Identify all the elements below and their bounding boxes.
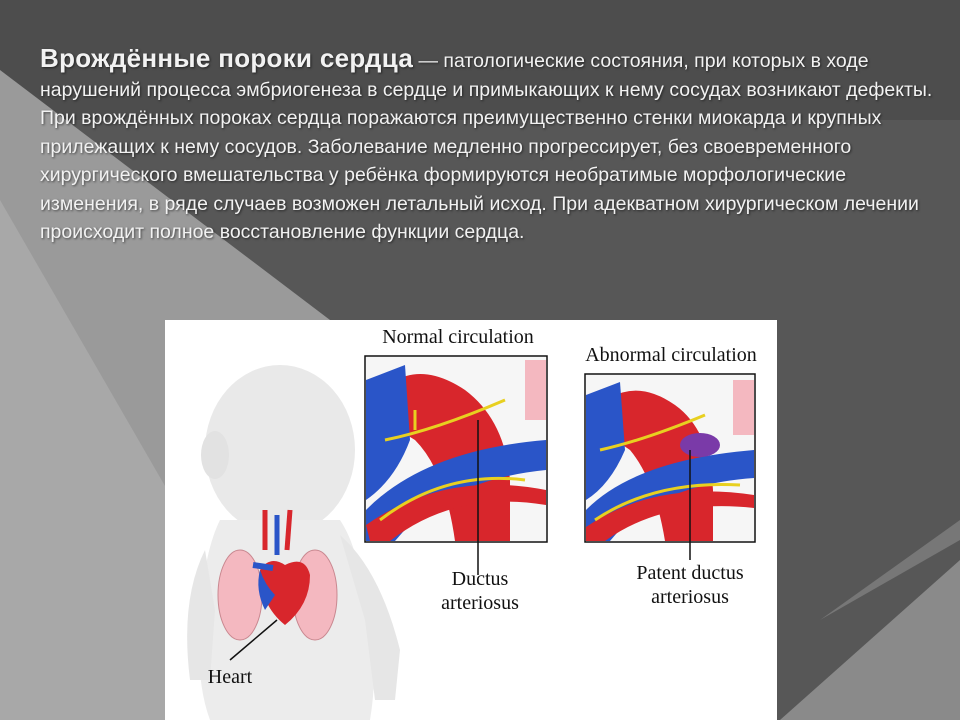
abnormal-circulation-diagram [585, 374, 755, 560]
slide-text [40, 44, 940, 247]
abnormal-circulation-title: Abnormal circulation [585, 344, 757, 366]
circulation-illustration [165, 320, 777, 720]
patent-ductus-label-line2: arteriosus [651, 586, 729, 608]
circulation-figure [165, 320, 777, 720]
ductus-label-line1: Ductus [451, 568, 509, 590]
slide-body: — патологические состояния, при которых в ходе нарушений процесса эмбриогенеза в сердце и примыкающих к нему сосудах возникают дефекты. При врождённых пороках сердца поражаются преимущественно стенки миокарда и крупных прилежащих к нему сосудов. Заболевание медленно прогрессирует, без своевременного хирургического вмешательства у ребёнка формируются необратимые морфологические изменения, в ряде случаев возможен летальный исход. При адекватном хирургическом лечении происходит полное восстановление функции сердца. [40, 50, 933, 243]
ductus-label-line2: arteriosus [441, 592, 519, 614]
heart-label: Heart [207, 666, 253, 688]
normal-circulation-title: Normal circulation [382, 326, 534, 348]
normal-circulation-diagram [365, 356, 547, 575]
slide-title: Врождённые пороки сердца [40, 43, 414, 73]
patent-ductus-label-line1: Patent ductus [636, 562, 744, 584]
